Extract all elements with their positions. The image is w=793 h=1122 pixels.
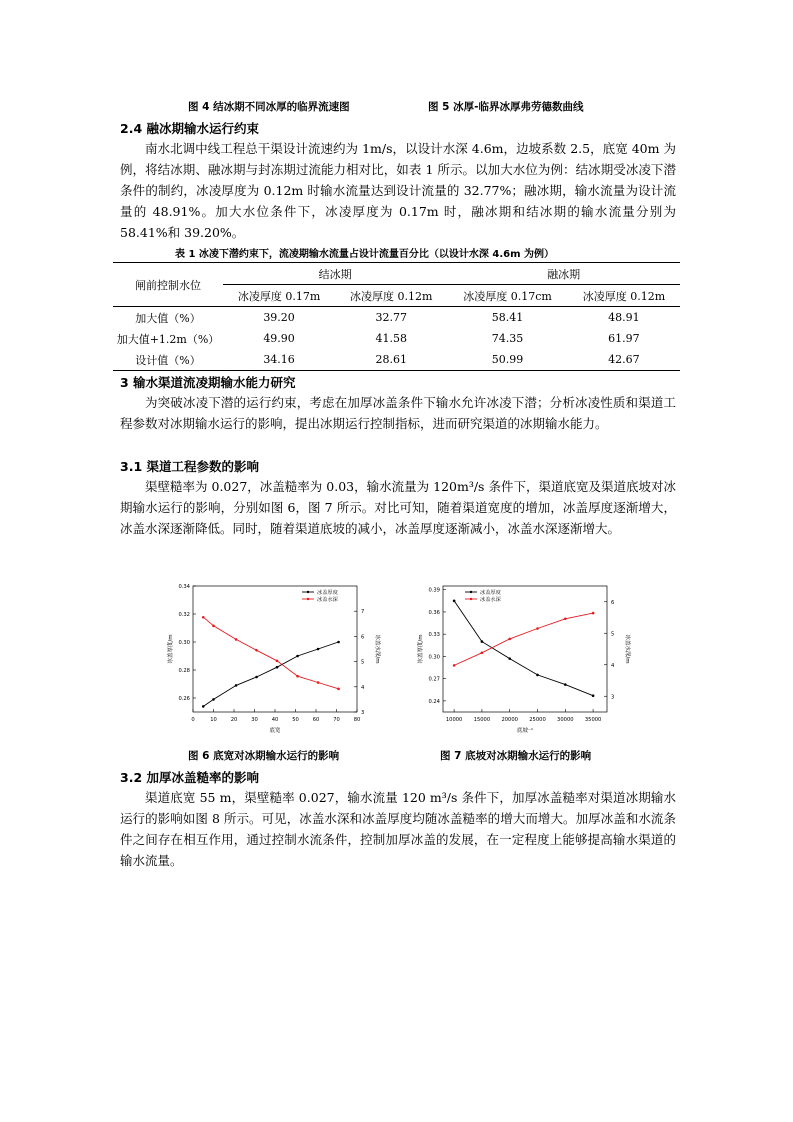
data-point: [481, 640, 484, 643]
fig7-caption: 图 7 底坡对冰期输水运行的影响: [440, 750, 592, 762]
plot-frame: [443, 586, 607, 712]
y2-axis-label: 冰盖水深/m: [624, 634, 630, 664]
y-tick-label: 0.32: [178, 612, 190, 618]
data-point: [592, 612, 595, 615]
y2-tick-label: 6: [611, 599, 615, 606]
paragraph-2-4: [120, 138, 676, 243]
table-subheader: 冰凌厚度 0.17m: [223, 285, 335, 307]
x-axis-label: 底坡⁻¹: [516, 728, 534, 734]
data-point: [296, 655, 299, 658]
x-tick-label: 15000: [473, 717, 491, 723]
x-tick-label: 70: [333, 717, 340, 723]
table-cell-label: 加大值+1.2m（%）: [116, 332, 220, 346]
paragraph-3-2-text: 渠道底宽 55 m，渠壁糙率 0.027，输水流量 120 m³/s 条件下，加厚冰盖糙率对渠道冰期输水运行的影响如图 8 所示。可见，冰盖水深和冰盖厚度均随冰盖糙率的增大而增大。加厚冰盖和水流条件之间存在相互作用，通过控制水流条件，控制加厚冰盖的发展，在一定程度上能够提高输水渠道的输水流量。: [120, 790, 676, 868]
paragraph-3-2: [120, 787, 676, 871]
legend-marker: [470, 598, 472, 600]
data-point: [536, 627, 539, 630]
table-cell: 42.67: [568, 349, 680, 371]
fig6-caption: 图 6 底宽对冰期输水运行的影响: [188, 750, 340, 762]
y-tick-label: 0.39: [428, 587, 440, 594]
y-axis-label: 冰盖厚度/m: [168, 634, 174, 664]
data-point: [255, 649, 258, 652]
data-point: [202, 616, 205, 619]
table-group-freezing: 结冰期: [223, 263, 447, 285]
table-cell: 34.16: [223, 349, 335, 371]
y-tick-label: 0.26: [178, 696, 190, 702]
data-point: [296, 675, 299, 678]
data-point: [508, 657, 511, 660]
legend-marker: [307, 591, 309, 593]
x-tick-label: 10: [210, 717, 217, 723]
fig5-caption: 图 5 冰厚-临界冰厚弗劳德数曲线: [428, 101, 584, 113]
paragraph-3-1: [120, 476, 676, 539]
data-point: [317, 648, 320, 651]
y-tick-label: 0.30: [428, 654, 440, 661]
table-cell: 61.97: [608, 332, 640, 345]
legend-label: 冰盖厚度: [317, 590, 338, 596]
y2-tick-label: 5: [361, 659, 365, 666]
data-point: [276, 666, 279, 669]
data-point: [255, 676, 258, 679]
data-point: [592, 694, 595, 697]
table-cell: 49.90: [263, 332, 295, 345]
x-tick-label: 60: [312, 717, 320, 723]
series-line-thickness: [454, 601, 593, 696]
y2-tick-label: 5: [611, 631, 615, 638]
x-tick-label: 30: [251, 717, 258, 723]
y-tick-label: 0.27: [428, 676, 440, 683]
table-cell: 32.77: [375, 311, 407, 324]
table-cell-label: 设计值（%）: [113, 349, 223, 371]
x-tick-label: 40: [271, 717, 279, 723]
y2-tick-label: 4: [361, 684, 365, 691]
table-cell-label: 加大值（%）: [135, 311, 201, 325]
figure-6-chart: [160, 578, 390, 738]
x-tick-label: 20000: [501, 717, 518, 723]
table-cell: 50.99: [447, 349, 568, 371]
data-point: [508, 638, 511, 641]
data-point: [536, 674, 539, 677]
data-point: [337, 688, 340, 691]
x-tick-label: 0: [191, 717, 195, 723]
table-1: [113, 262, 680, 371]
data-point: [453, 664, 456, 667]
table-cell: 39.20: [263, 311, 295, 324]
table-cell: 28.61: [335, 349, 447, 371]
data-point: [453, 600, 456, 603]
section-heading-3-1: 3.1 渠道工程参数的影响: [120, 459, 259, 474]
series-line-depth: [454, 613, 593, 665]
figure-7-chart: [410, 578, 640, 738]
y-tick-label: 0.33: [428, 632, 440, 639]
table-subheader: 冰凌厚度 0.12m: [335, 285, 447, 307]
table-row: [113, 307, 680, 329]
y-tick-label: 0.34: [178, 584, 190, 590]
series-line-thickness: [203, 642, 338, 706]
y2-tick-label: 3: [361, 710, 365, 716]
section-heading-3-2: 3.2 加厚冰盖糙率的影响: [120, 770, 259, 785]
x-tick-label: 30000: [557, 717, 574, 723]
x-tick-label: 10000: [445, 717, 463, 723]
x-tick-label: 25000: [529, 717, 546, 723]
data-point: [564, 683, 567, 686]
table-cell: 41.58: [375, 332, 407, 345]
y2-axis-label: 冰盖水深/m: [374, 634, 380, 664]
data-point: [481, 651, 484, 654]
table-row: [113, 328, 680, 349]
y2-tick-label: 7: [361, 609, 365, 616]
table-row-header: 闸前控制水位: [113, 263, 223, 307]
table-cell: 74.35: [491, 332, 524, 345]
table-subheader: 冰凌厚度 0.12m: [568, 285, 680, 307]
data-point: [337, 641, 340, 644]
series-line-depth: [203, 617, 338, 689]
data-point: [317, 681, 320, 684]
table1-caption: 表 1 冰凌下潜约束下，流凌期输水流量占设计流量百分比（以设计水深 4.6m 为例）: [175, 249, 555, 260]
table-cell: 58.41: [491, 311, 524, 324]
legend-label: 冰盖水深: [317, 597, 338, 603]
table-subheader: 冰凌厚度 0.17cm: [447, 285, 568, 307]
x-tick-label: 20: [230, 717, 238, 723]
data-point: [212, 625, 215, 628]
plot-frame: [193, 586, 357, 712]
paragraph-3: [120, 392, 676, 434]
x-axis-label: 底宽: [269, 728, 281, 734]
data-point: [276, 660, 279, 663]
x-tick-label: 35000: [584, 717, 602, 723]
data-point: [212, 698, 215, 701]
y-tick-label: 0.24: [428, 698, 440, 705]
y-tick-label: 0.30: [178, 640, 190, 646]
y-axis-label: 冰盖厚度/m: [418, 634, 424, 664]
table-cell: 48.91: [608, 311, 640, 324]
legend-label: 冰盖厚度: [480, 590, 501, 596]
y-tick-label: 0.28: [178, 668, 190, 674]
data-point: [235, 638, 238, 641]
x-tick-label: 80: [353, 717, 361, 723]
data-point: [564, 617, 567, 620]
table-group-melting: 融冰期: [447, 263, 680, 285]
y-tick-label: 0.36: [428, 609, 440, 616]
data-point: [235, 684, 238, 687]
legend-label: 冰盖水深: [480, 597, 501, 603]
legend-marker: [470, 591, 472, 593]
legend-marker: [307, 598, 309, 600]
section-heading-2-4: 2.4 融冰期输水运行约束: [120, 121, 259, 136]
data-point: [202, 705, 205, 708]
table-row: [113, 349, 680, 371]
y2-tick-label: 4: [611, 662, 615, 669]
paragraph-2-4-text: 南水北调中线工程总干渠设计流速约为 1m/s，以设计水深 4.6m，边坡系数 2.5，底宽 40m 为例，将结冰期、融冰期与封冻期过流能力相对比，如表 1 所示。以加大水位为例：结冰期受冰凌下潜条件的制约，冰凌厚度为 0.12m 时输水流量达到设计流量的 32.77%；融冰期，输水流量为设计流量的 48.91%。加大水位条件下，冰凌厚度为 0.17m 时，融冰期和结冰期的输水流量分别为 58.41%和 39.20%。: [120, 141, 676, 240]
paragraph-3-1-text: 渠壁糙率为 0.027，冰盖糙率为 0.03，输水流量为 120m³/s 条件下，渠道底宽及渠道底坡对冰期输水运行的影响，分别如图 6，图 7 所示。对比可知，随着渠道宽度的增加，冰盖厚度逐渐增大，冰盖水深逐渐降低。同时，随着渠道底坡的减小，冰盖厚度逐渐减小，冰盖水深逐渐增大。: [120, 479, 676, 536]
y2-tick-label: 3: [611, 694, 615, 701]
y2-tick-label: 6: [361, 634, 365, 641]
section-heading-3: 3 输水渠道流凌期输水能力研究: [120, 375, 296, 390]
paragraph-3-text: 为突破冰凌下潜的运行约束，考虑在加厚冰盖条件下输水允许冰凌下潜；分析冰凌性质和渠道工程参数对冰期输水运行的影响，提出冰期运行控制指标，进而研究渠道的冰期输水能力。: [120, 395, 676, 431]
fig4-caption: 图 4 结冰期不同冰厚的临界流速图: [188, 101, 350, 113]
x-tick-label: 50: [292, 717, 299, 723]
